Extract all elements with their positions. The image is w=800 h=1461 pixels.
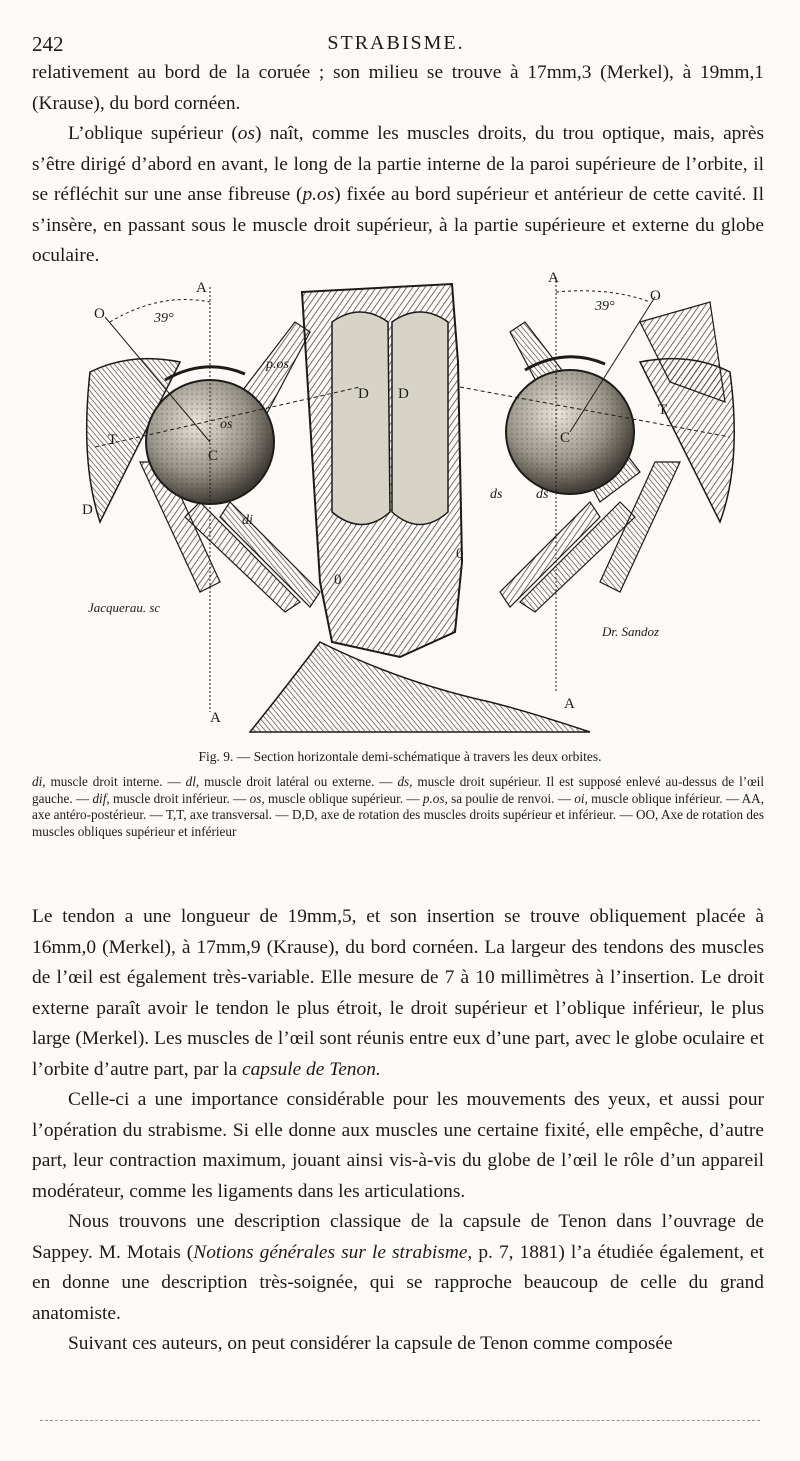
engraver-signature: Jacquerau. sc	[88, 600, 161, 615]
page-header	[32, 30, 760, 60]
p2-end: ) fixée au bord supérieur et antérieur de cette cavité. Il s’insère, en passant sous le muscle droit supérieur, à la partie supérieure et externe du globe oculaire.	[32, 184, 765, 266]
paragraph-2	[32, 119, 764, 272]
legend-text: muscle droit supérieur. Il est supposé enlevé au-dessus de l’œil gauche. —	[32, 774, 765, 806]
label-a-right-top: A	[548, 270, 559, 286]
legend-term: oi,	[574, 790, 588, 806]
p2-mid: ) naît, comme les muscles droits, du trou optique, mais, après s’être dirigé d’abord en avant, le long de la partie interne de la paroi supérieure de l’orbite, il se réfléchit sur une anse fibreuse (	[32, 123, 764, 205]
p2-pos-term: p.os	[302, 184, 335, 205]
label-zero-left: 0	[334, 572, 342, 588]
footer-rule	[40, 1420, 760, 1421]
label-c-left: C	[208, 448, 219, 464]
anatomical-figure	[70, 262, 750, 742]
label-a-left-bottom: A	[210, 710, 221, 726]
label-angle-left: 39°	[154, 311, 174, 326]
p5-end: p. 7, 1881) l’a étudiée également, et en donne une description très-soignée, qui se rapproche beaucoup de celle du grand anatomiste.	[32, 1241, 764, 1324]
label-a-left-top: A	[196, 280, 207, 296]
p2-lead: L’oblique supérieur (	[68, 123, 238, 144]
figure-legend	[32, 774, 764, 840]
legend-term: di,	[32, 774, 46, 789]
legend-text: muscle droit inférieur. —	[109, 790, 250, 806]
legend-text: muscle droit interne. —	[45, 774, 186, 789]
label-d-left: D	[82, 502, 93, 518]
paragraph-4: Celle-ci a une importance considérable pour les mouvements des yeux, et aussi pour l’opération du strabisme. Si elle donne aux muscles une certaine fixité, elle empêche, d’autre part, leur contraction maximum, jouant ainsi vis-à-vis du globe de l’œil le rôle d’un appareil modérateur, comme les ligaments dans les articulations.	[32, 1089, 764, 1202]
paragraph-3	[32, 902, 764, 1085]
label-d-center-left: D	[358, 386, 369, 402]
orbit-section-illustration	[70, 262, 750, 742]
legend-text: muscle oblique supérieur. —	[264, 790, 423, 806]
legend-term: p.os,	[422, 790, 448, 806]
body-text	[32, 902, 764, 1360]
paragraph-6: Suivant ces auteurs, on peut considérer la capsule de Tenon comme composée	[68, 1333, 673, 1354]
label-o-left: O	[94, 306, 105, 322]
label-c-right: C	[560, 430, 571, 446]
paragraph-1: relativement au bord de la coruée ; son milieu se trouve à 17mm,3 (Merkel), à 19mm,1 (Krause), du bord cornéen.	[32, 62, 764, 114]
legend-term: dif,	[92, 790, 110, 806]
artist-signature: Dr. Sandoz	[602, 624, 660, 639]
intro-text	[32, 58, 764, 272]
legend-term: dl,	[185, 774, 200, 789]
label-angle-right: 39°	[595, 299, 615, 314]
label-zero-right: 0	[456, 546, 464, 562]
label-di: di	[242, 513, 253, 528]
legend-term: ds,	[397, 774, 413, 789]
running-title: STRABISME.	[327, 32, 465, 54]
label-a-right-bottom: A	[564, 696, 575, 712]
legend-text: muscle droit latéral ou externe. —	[199, 774, 398, 789]
p5-emphasis: Notions générales sur le strabisme,	[193, 1241, 473, 1263]
legend-text: sa poulie de renvoi. —	[447, 790, 575, 806]
p3-emphasis: capsule de Tenon.	[241, 1058, 381, 1080]
label-d-center-right: D	[398, 386, 409, 402]
legend-text: muscle oblique inférieur. — AA, axe antéro-postérieur. — T,T, axe transversal. — D,D, axe de rotation des muscles droits supérieur et inférieur. — OO, Axe de rotation des muscles obliques supérieur et inférieur	[32, 790, 765, 839]
label-t-right: T	[658, 402, 668, 418]
page-number: 242	[32, 32, 64, 56]
p2-os-term: os	[237, 123, 256, 144]
label-t-left: T	[108, 432, 118, 448]
p3-text: Le tendon a une longueur de 19mm,5, et son insertion se trouve obliquement placée à 16mm,0 (Merkel), à 17mm,9 (Krause), du bord cornéen. La largeur des tendons des muscles de l’œil est également très-variable. Elle mesure de 7 à 10 millimètres à l’insertion. Le droit externe paraît avoir le tendon le plus étroit, le droit supérieur et l’oblique inférieur, le plus large (Merkel). Les muscles de l’œil sont réunis entre eux d’une part, avec le globe oculaire et l’orbite d’autre part, par la	[32, 906, 764, 1080]
legend-term: os,	[249, 790, 265, 806]
label-os: os	[220, 417, 233, 432]
label-o-right: O	[650, 288, 661, 304]
label-ds-2: ds	[536, 487, 549, 502]
paragraph-5	[32, 1207, 764, 1329]
right-orbit	[500, 302, 734, 612]
p5-lead: Nous trouvons une description classique de la capsule de Tenon dans l’ouvrage de Sappey. M. Motais (	[32, 1211, 764, 1263]
label-ds: ds	[490, 487, 503, 502]
figure-caption-title: Fig. 9. — Section horizontale demi-schématique à travers les deux orbites.	[198, 749, 602, 764]
label-pos: p.os	[266, 357, 289, 372]
